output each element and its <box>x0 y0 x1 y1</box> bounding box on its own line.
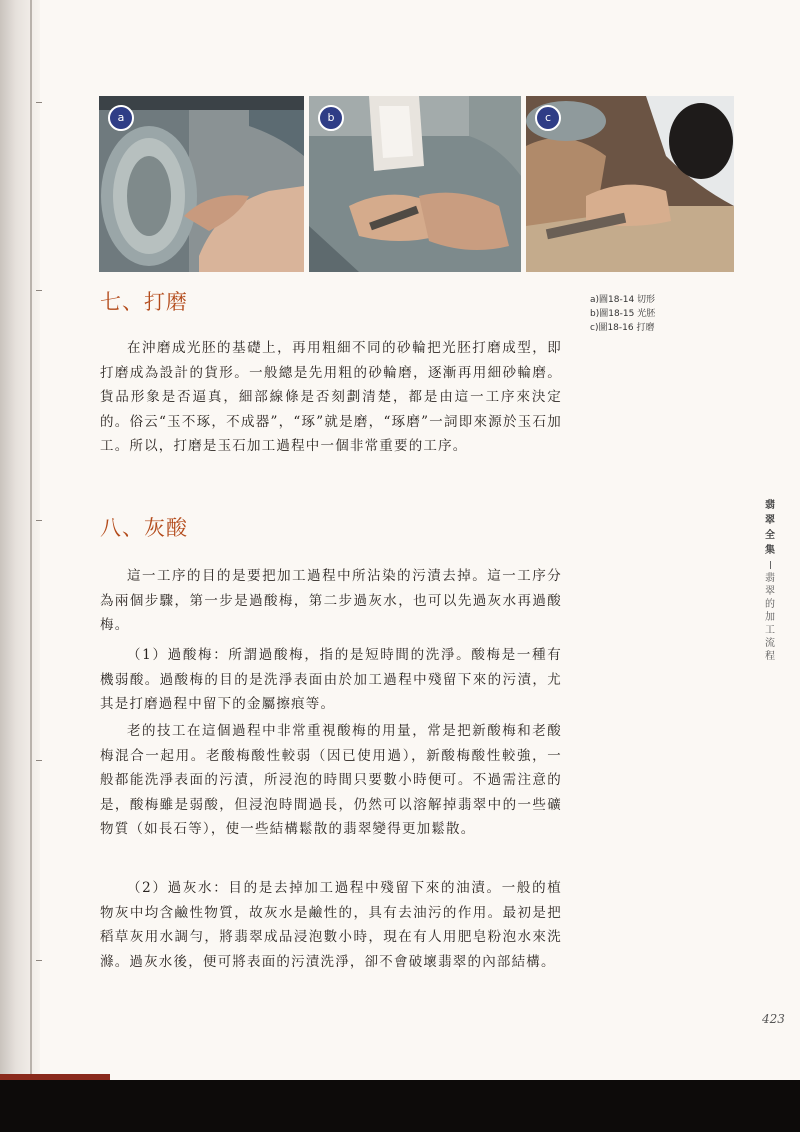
edge-tick <box>36 520 42 521</box>
section8-technician-paragraph: 老的技工在這個過程中非常重視酸梅的用量，常是把新酸梅和老酸梅混合一起用。老酸梅酸性較弱（因已使用過），新酸梅酸性較強，一般都能洗淨表面的污漬，所浸泡的時間只要數小時便可。不過需注意的是，酸梅雖是弱酸，但浸泡時間過長，仍然可以溶解掉翡翠中的一些礦物質（如長石等），使一些結構鬆散的翡翠變得更加鬆散。 <box>100 723 562 837</box>
section7-paragraph: 在沖磨成光胚的基礎上，再用粗細不同的砂輪把光胚打磨成型，即打磨成為設計的貨形。一般總是先用粗的砂輪磨，逐漸再用細砂輪磨。貨品形象是否逼真，細部線條是否刻劃清楚，都是由這一工序來決定的。俗云“玉不琢，不成器”，“琢”就是磨，“琢磨”一詞即來源於玉石加工。所以，打磨是玉石加工過程中一個非常重要的工序。 <box>100 340 562 454</box>
photo-polishing <box>526 96 734 272</box>
caption-c: c)圖18-16 打磨 <box>590 323 655 333</box>
section8-acid-plum-paragraph: （1）過酸梅：所謂過酸梅，指的是短時間的洗淨。酸梅是一種有機弱酸。過酸梅的目的是洗淨表面由於加工過程中殘留下來的污漬，尤其是打磨過程中留下的金屬擦痕等。 <box>100 647 562 712</box>
section-heading-acid-ash: 八、灰酸 <box>100 516 188 540</box>
photo-label-badge: c <box>535 105 561 131</box>
chapter-title-char: 加 <box>765 612 775 623</box>
chapter-title-char: 翠 <box>765 586 775 597</box>
section8-intro-paragraph: 這一工序的目的是要把加工過程中所沾染的污漬去掉。這一工序分為兩個步驟，第一步是過酸梅，第二步過灰水，也可以先過灰水再過酸梅。 <box>100 568 562 633</box>
chapter-title-char: 翡 <box>765 573 775 584</box>
chapter-side-tab <box>757 498 783 663</box>
chapter-title-char: 工 <box>765 625 775 636</box>
book-title-char: 集 <box>765 545 775 556</box>
scan-bottom-border <box>0 1080 800 1132</box>
side-tab-divider <box>770 561 771 569</box>
caption-a: a)圖18-14 切形 <box>590 295 656 305</box>
chapter-title-char: 的 <box>765 599 775 610</box>
chapter-title-char: 流 <box>765 638 775 649</box>
section-heading-polishing: 七、打磨 <box>100 290 188 314</box>
photo-cutting <box>99 96 304 272</box>
book-title-char: 翠 <box>765 515 775 526</box>
edge-tick <box>36 290 42 291</box>
chapter-title-char: 程 <box>765 651 775 662</box>
page-number: 423 <box>762 1012 785 1026</box>
book-title-char: 翡 <box>765 500 775 511</box>
caption-b: b)圖18-15 光胚 <box>590 309 656 319</box>
edge-tick <box>36 102 42 103</box>
photo-rough-form <box>309 96 521 272</box>
photo-label-badge: b <box>318 105 344 131</box>
book-title-char: 全 <box>765 530 775 541</box>
photo-captions <box>590 293 655 335</box>
edge-tick <box>36 960 42 961</box>
page-binding-shadow <box>0 0 40 1080</box>
binding-line <box>30 0 32 1080</box>
photo-label-badge: a <box>108 105 134 131</box>
edge-tick <box>36 760 42 761</box>
section8-ash-water-paragraph: （2）過灰水：目的是去掉加工過程中殘留下來的油漬。一般的植物灰中均含鹼性物質，故灰水是鹼性的，具有去油污的作用。最初是把稻草灰用水調勻，將翡翠成品浸泡數小時，現在有人用肥皂粉泡水來洗滌。過灰水後，便可將表面的污漬洗淨，卻不會破壞翡翠的內部結構。 <box>100 880 562 970</box>
